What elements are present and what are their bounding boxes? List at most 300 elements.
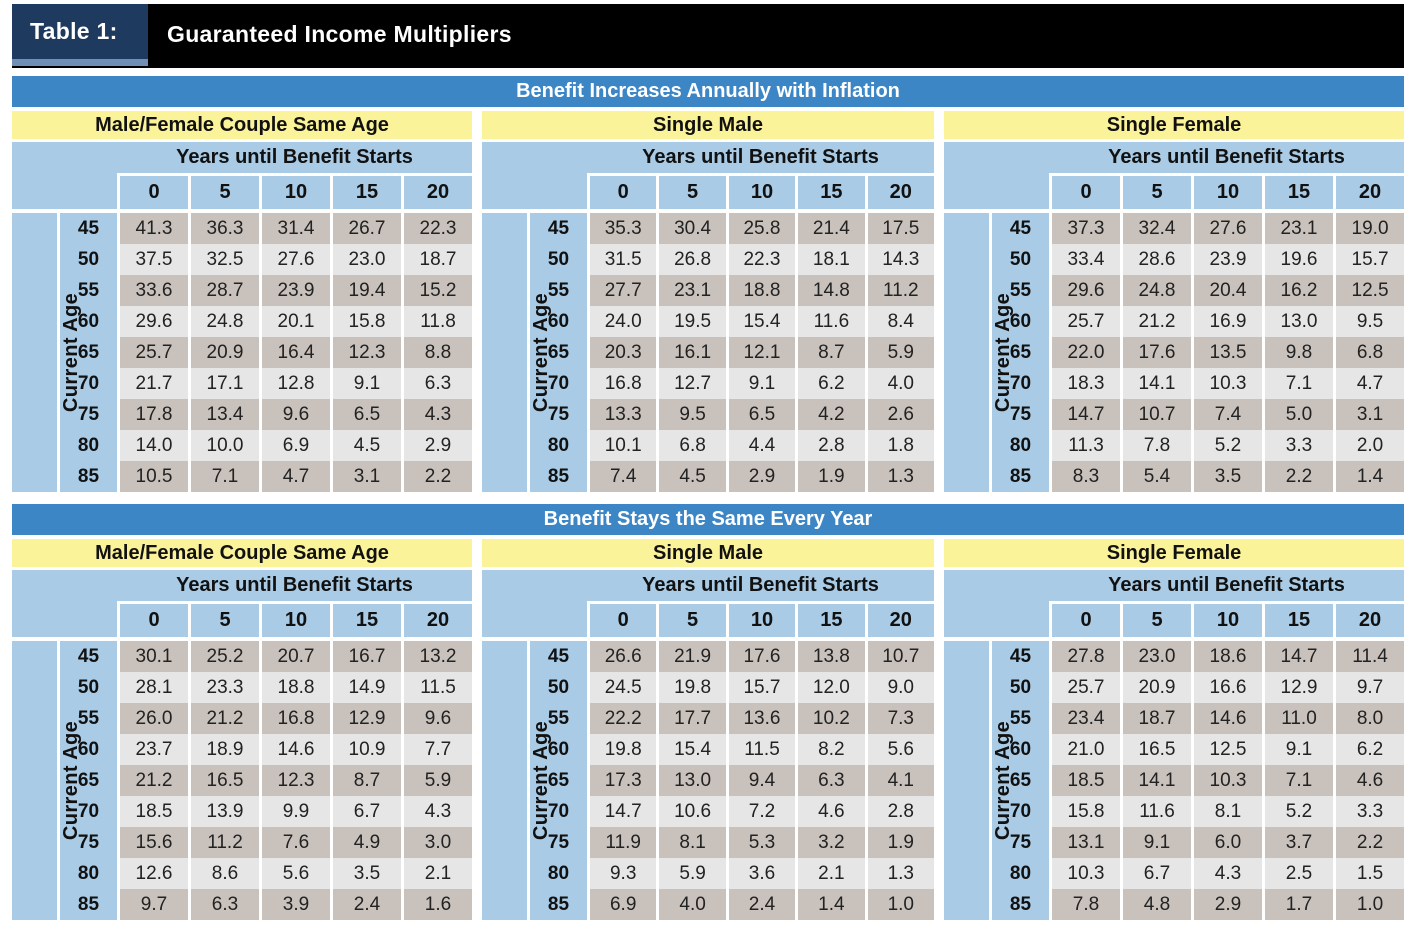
table-row [944,213,1404,244]
multiplier-cell: 6.2 [795,368,864,399]
multiplier-cell: 5.0 [1262,399,1333,430]
multiplier-cell: 4.7 [1333,368,1404,399]
multiplier-cell: 8.2 [795,734,864,765]
group-heading: Single Male [482,111,934,142]
multiplier-cell: 16.7 [330,641,401,672]
multiplier-cell: 12.7 [656,368,725,399]
age-row-header: 70 [527,368,587,399]
multiplier-cell: 6.9 [259,430,330,461]
multiplier-cell: 1.5 [1333,858,1404,889]
multiplier-cell: 13.0 [656,765,725,796]
age-row-header: 75 [57,827,117,858]
table-title: Guaranteed Income Multipliers [167,21,512,47]
multiplier-cell: 2.8 [795,430,864,461]
age-row-header: 50 [527,244,587,275]
header-blank [944,142,1049,176]
multiplier-cell: 9.0 [865,672,934,703]
age-row-header: 85 [527,461,587,492]
age-row-header: 80 [57,430,117,461]
age-row-header: 70 [57,796,117,827]
multiplier-cell: 9.3 [587,858,656,889]
multiplier-cell: 2.9 [1191,889,1262,920]
multiplier-cell: 18.1 [795,244,864,275]
multiplier-cell: 16.8 [587,368,656,399]
multiplier-cell: 12.3 [330,337,401,368]
multiplier-cell: 31.5 [587,244,656,275]
section-band-inflation: Benefit Increases Annually with Inflation [12,76,1404,107]
multiplier-cell: 22.3 [726,244,795,275]
multiplier-cell: 16.2 [1262,275,1333,306]
multiplier-cell: 13.2 [401,641,472,672]
multiplier-cell: 2.1 [795,858,864,889]
multiplier-cell: 4.3 [401,796,472,827]
multiplier-cell: 13.6 [726,703,795,734]
multiplier-cell: 2.0 [1333,430,1404,461]
multiplier-cell: 8.6 [188,858,259,889]
age-row-header: 65 [989,765,1049,796]
multiplier-cell: 4.9 [330,827,401,858]
multiplier-cell: 11.2 [188,827,259,858]
years-column-header: 5 [1120,176,1191,213]
header-blank [482,570,587,604]
years-column-header: 0 [117,176,188,213]
multiplier-cell: 23.1 [1262,213,1333,244]
multiplier-table-1-1 [482,539,934,920]
header-blank [482,604,587,641]
age-row-header: 45 [527,213,587,244]
table-row [482,244,934,275]
years-column-header: 15 [1262,604,1333,641]
multiplier-cell: 19.6 [1262,244,1333,275]
multiplier-cell: 26.8 [656,244,725,275]
multiplier-cell: 32.5 [188,244,259,275]
years-column-header: 15 [1262,176,1333,213]
multiplier-cell: 10.1 [587,430,656,461]
age-row-header: 85 [57,461,117,492]
multiplier-cell: 17.7 [656,703,725,734]
multiplier-cell: 1.4 [1333,461,1404,492]
multiplier-cell: 27.6 [259,244,330,275]
multiplier-cell: 17.1 [188,368,259,399]
multiplier-cell: 19.8 [587,734,656,765]
multiplier-cell: 5.6 [259,858,330,889]
multiplier-cell: 2.8 [865,796,934,827]
multiplier-cell: 6.5 [330,399,401,430]
age-row-header: 80 [527,430,587,461]
years-column-header: 5 [188,604,259,641]
multiplier-cell: 14.6 [1191,703,1262,734]
current-age-label: Current Age [60,292,83,413]
age-row-header: 45 [57,641,117,672]
multiplier-cell: 7.1 [1262,765,1333,796]
table-row [482,858,934,889]
multiplier-cell: 24.8 [188,306,259,337]
multiplier-cell: 19.0 [1333,213,1404,244]
multiplier-cell: 8.3 [1049,461,1120,492]
multiplier-cell: 3.7 [1262,827,1333,858]
years-column-header: 10 [726,604,795,641]
table-row [12,672,472,703]
multiplier-cell: 8.7 [330,765,401,796]
multiplier-cell: 14.3 [865,244,934,275]
multiplier-cell: 3.2 [795,827,864,858]
multiplier-cell: 12.0 [795,672,864,703]
current-age-label-cell [12,641,83,920]
multiplier-table-1-0 [12,539,472,920]
multiplier-cell: 9.1 [1120,827,1191,858]
multiplier-cell: 16.6 [1191,672,1262,703]
multiplier-cell: 15.6 [117,827,188,858]
multiplier-cell: 14.1 [1120,765,1191,796]
multiplier-cell: 7.2 [726,796,795,827]
multiplier-cell: 9.8 [1262,337,1333,368]
multiplier-cell: 15.8 [1049,796,1120,827]
multiplier-cell: 3.3 [1333,796,1404,827]
table-row [12,461,472,492]
multiplier-cell: 6.9 [587,889,656,920]
multiplier-cell: 18.7 [1120,703,1191,734]
years-column-header: 20 [401,176,472,213]
multiplier-table-0-2 [944,111,1404,492]
multiplier-cell: 3.1 [1333,399,1404,430]
age-row-header: 45 [989,641,1049,672]
table-title-bar [12,4,1404,68]
multiplier-cell: 33.6 [117,275,188,306]
years-column-header: 10 [1191,176,1262,213]
multiplier-cell: 13.5 [1191,337,1262,368]
section-band-level: Benefit Stays the Same Every Year [12,504,1404,535]
table-row [944,889,1404,920]
current-age-label: Current Age [992,720,1015,841]
multiplier-cell: 20.7 [259,641,330,672]
multiplier-cell: 4.3 [401,399,472,430]
multiplier-cell: 18.9 [188,734,259,765]
multiplier-cell: 16.1 [656,337,725,368]
multiplier-cell: 6.3 [188,889,259,920]
multiplier-cell: 1.8 [865,430,934,461]
multiplier-cell: 6.3 [401,368,472,399]
multiplier-cell: 7.4 [587,461,656,492]
multiplier-cell: 29.6 [117,306,188,337]
years-column-header: 20 [865,176,934,213]
multiplier-cell: 17.6 [1120,337,1191,368]
multiplier-cell: 9.6 [401,703,472,734]
multiplier-cell: 11.2 [865,275,934,306]
years-column-header: 20 [1333,176,1404,213]
multiplier-cell: 18.5 [1049,765,1120,796]
multiplier-cell: 9.7 [1333,672,1404,703]
age-row-header: 50 [989,244,1049,275]
age-row-header: 80 [527,858,587,889]
age-row-header: 80 [57,858,117,889]
multiplier-cell: 29.6 [1049,275,1120,306]
multiplier-cell: 10.5 [117,461,188,492]
multiplier-cell: 24.8 [1120,275,1191,306]
multiplier-cell: 6.8 [656,430,725,461]
age-row-header: 60 [527,734,587,765]
multiplier-cell: 17.8 [117,399,188,430]
years-column-header: 0 [117,604,188,641]
multiplier-cell: 4.5 [330,430,401,461]
multiplier-cell: 11.9 [587,827,656,858]
multiplier-cell: 7.7 [401,734,472,765]
group-heading: Single Male [482,539,934,570]
multiplier-cell: 11.3 [1049,430,1120,461]
multiplier-cell: 4.1 [865,765,934,796]
multiplier-cell: 11.6 [1120,796,1191,827]
multiplier-cell: 2.4 [330,889,401,920]
multiplier-cell: 28.6 [1120,244,1191,275]
multiplier-cell: 2.6 [865,399,934,430]
age-row-header: 55 [57,703,117,734]
multiplier-cell: 36.3 [188,213,259,244]
multiplier-cell: 12.5 [1191,734,1262,765]
age-row-header: 65 [527,765,587,796]
age-row-header: 55 [57,275,117,306]
multiplier-cell: 20.3 [587,337,656,368]
multiplier-cell: 9.1 [330,368,401,399]
multiplier-cell: 9.7 [117,889,188,920]
multiplier-cell: 3.9 [259,889,330,920]
age-row-header: 50 [57,244,117,275]
multiplier-cell: 6.7 [1120,858,1191,889]
multiplier-cell: 7.1 [188,461,259,492]
table-row [12,430,472,461]
multiplier-cell: 7.4 [1191,399,1262,430]
multiplier-cell: 7.6 [259,827,330,858]
multiplier-cell: 9.1 [726,368,795,399]
multiplier-cell: 8.1 [656,827,725,858]
multiplier-cell: 2.2 [1333,827,1404,858]
years-until-benefit-heading: Years until Benefit Starts [1049,142,1404,176]
multiplier-cell: 15.7 [726,672,795,703]
years-column-header: 20 [1333,604,1404,641]
multiplier-cell: 7.8 [1049,889,1120,920]
table-row [482,889,934,920]
multiplier-cell: 1.4 [795,889,864,920]
multiplier-cell: 6.7 [330,796,401,827]
years-until-benefit-heading: Years until Benefit Starts [117,142,472,176]
multiplier-cell: 35.3 [587,213,656,244]
multiplier-cell: 14.8 [795,275,864,306]
multiplier-cell: 21.7 [117,368,188,399]
multiplier-cell: 1.0 [1333,889,1404,920]
multiplier-cell: 24.0 [587,306,656,337]
multiplier-cell: 5.3 [726,827,795,858]
multiplier-cell: 37.5 [117,244,188,275]
multiplier-cell: 4.6 [1333,765,1404,796]
multiplier-cell: 16.8 [259,703,330,734]
multiplier-cell: 15.7 [1333,244,1404,275]
multiplier-cell: 6.0 [1191,827,1262,858]
years-column-header: 10 [726,176,795,213]
years-column-header: 15 [795,176,864,213]
multiplier-cell: 1.9 [865,827,934,858]
multiplier-cell: 11.0 [1262,703,1333,734]
years-column-header: 15 [330,604,401,641]
multiplier-cell: 9.6 [259,399,330,430]
multiplier-cell: 18.8 [259,672,330,703]
age-row-header: 45 [527,641,587,672]
multiplier-cell: 8.7 [795,337,864,368]
age-row-header: 55 [527,275,587,306]
header-blank [944,176,1049,213]
group-heading: Male/Female Couple Same Age [12,539,472,570]
multiplier-cell: 12.8 [259,368,330,399]
multiplier-cell: 8.8 [401,337,472,368]
age-row-header: 60 [989,734,1049,765]
multiplier-cell: 21.4 [795,213,864,244]
age-row-header: 85 [989,461,1049,492]
multiplier-cell: 30.1 [117,641,188,672]
multiplier-table-0-1 [482,111,934,492]
multiplier-cell: 21.2 [117,765,188,796]
multiplier-cell: 4.5 [656,461,725,492]
multiplier-cell: 9.1 [1262,734,1333,765]
age-row-header: 65 [527,337,587,368]
multiplier-cell: 30.4 [656,213,725,244]
years-column-header: 15 [330,176,401,213]
header-blank [482,142,587,176]
multiplier-cell: 10.3 [1191,368,1262,399]
age-row-header: 45 [989,213,1049,244]
multiplier-cell: 2.1 [401,858,472,889]
multiplier-cell: 1.9 [795,461,864,492]
multiplier-cell: 10.3 [1049,858,1120,889]
header-blank [944,604,1049,641]
table-row [12,641,472,672]
age-row-header: 65 [57,337,117,368]
multiplier-cell: 20.4 [1191,275,1262,306]
multiplier-cell: 10.2 [795,703,864,734]
current-age-label-cell [944,213,1015,492]
age-row-header: 70 [989,368,1049,399]
multiplier-cell: 25.8 [726,213,795,244]
multiplier-cell: 19.5 [656,306,725,337]
age-row-header: 75 [57,399,117,430]
current-age-label: Current Age [530,292,553,413]
current-age-label-cell [12,213,83,492]
multiplier-cell: 4.3 [1191,858,1262,889]
multiplier-cell: 5.9 [865,337,934,368]
multiplier-cell: 25.7 [117,337,188,368]
years-until-benefit-heading: Years until Benefit Starts [117,570,472,604]
table-number-label: Table 1: [30,18,118,44]
multiplier-cell: 15.2 [401,275,472,306]
table-row [482,672,934,703]
table-row [482,461,934,492]
table-row [944,672,1404,703]
age-row-header: 60 [57,306,117,337]
multiplier-cell: 13.1 [1049,827,1120,858]
multiplier-cell: 8.1 [1191,796,1262,827]
years-column-header: 5 [188,176,259,213]
age-row-header: 75 [989,399,1049,430]
age-row-header: 80 [989,430,1049,461]
multiplier-cell: 6.3 [795,765,864,796]
table-row [482,430,934,461]
current-age-label-cell [944,641,1015,920]
years-until-benefit-heading: Years until Benefit Starts [587,142,934,176]
age-row-header: 75 [989,827,1049,858]
multiplier-cell: 1.3 [865,461,934,492]
multiplier-cell: 23.1 [656,275,725,306]
multiplier-cell: 12.9 [1262,672,1333,703]
age-row-header: 50 [989,672,1049,703]
age-row-header: 45 [57,213,117,244]
multiplier-cell: 15.4 [726,306,795,337]
age-row-header: 65 [989,337,1049,368]
multiplier-cell: 2.4 [726,889,795,920]
multiplier-cell: 9.5 [656,399,725,430]
group-heading: Male/Female Couple Same Age [12,111,472,142]
multiplier-cell: 21.2 [188,703,259,734]
multiplier-cell: 19.8 [656,672,725,703]
multiplier-cell: 15.4 [656,734,725,765]
multiplier-cell: 20.9 [1120,672,1191,703]
multiplier-cell: 11.5 [726,734,795,765]
multiplier-cell: 23.9 [259,275,330,306]
multiplier-cell: 4.8 [1120,889,1191,920]
header-blank [482,176,587,213]
multiplier-cell: 8.4 [865,306,934,337]
multiplier-cell: 6.5 [726,399,795,430]
current-age-label-cell [482,641,553,920]
multiplier-cell: 14.7 [1262,641,1333,672]
age-row-header: 85 [989,889,1049,920]
multiplier-cell: 23.4 [1049,703,1120,734]
multiplier-cell: 18.6 [1191,641,1262,672]
multiplier-cell: 26.7 [330,213,401,244]
age-row-header: 70 [527,796,587,827]
multiplier-cell: 3.5 [330,858,401,889]
multiplier-cell: 2.9 [726,461,795,492]
multiplier-cell: 13.4 [188,399,259,430]
multiplier-cell: 8.0 [1333,703,1404,734]
multiplier-cell: 6.8 [1333,337,1404,368]
multiplier-cell: 11.6 [795,306,864,337]
multiplier-cell: 14.7 [587,796,656,827]
multiplier-cell: 21.9 [656,641,725,672]
multiplier-cell: 4.4 [726,430,795,461]
multiplier-cell: 28.1 [117,672,188,703]
current-age-label-cell [482,213,553,492]
multiplier-cell: 10.7 [1120,399,1191,430]
current-age-label: Current Age [530,720,553,841]
age-row-header: 75 [527,827,587,858]
multiplier-cell: 22.3 [401,213,472,244]
multiplier-cell: 12.6 [117,858,188,889]
multiplier-cell: 16.5 [188,765,259,796]
multiplier-table-0-0 [12,111,472,492]
multiplier-cell: 27.7 [587,275,656,306]
years-column-header: 5 [656,176,725,213]
multiplier-cell: 12.1 [726,337,795,368]
multiplier-cell: 3.0 [401,827,472,858]
table-row [12,889,472,920]
multiplier-cell: 4.6 [795,796,864,827]
multiplier-cell: 19.4 [330,275,401,306]
multiplier-cell: 2.2 [1262,461,1333,492]
multiplier-cell: 13.8 [795,641,864,672]
multiplier-cell: 10.3 [1191,765,1262,796]
multiplier-cell: 5.9 [656,858,725,889]
multiplier-cell: 20.1 [259,306,330,337]
multiplier-cell: 12.9 [330,703,401,734]
age-row-header: 85 [57,889,117,920]
multiplier-cell: 4.2 [795,399,864,430]
header-blank [12,142,117,176]
